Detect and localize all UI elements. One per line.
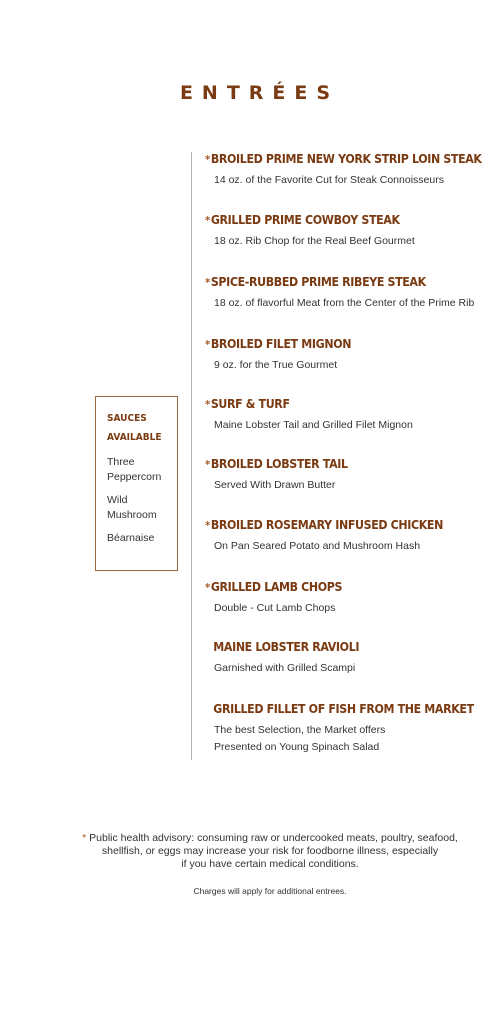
menu-item (205, 702, 485, 753)
menu-item (205, 213, 485, 247)
menu-item (205, 275, 485, 309)
sauce-item: Béarnaise (107, 532, 155, 544)
sauces-box (95, 396, 178, 571)
item-name: *SURF & TURF (205, 397, 290, 411)
item-description: Garnished with Grilled Scampi (214, 662, 356, 674)
menu-item (205, 640, 485, 674)
menu-item (205, 580, 485, 614)
charges-note: Charges will apply for additional entrees. (193, 886, 347, 896)
star-icon: * (205, 214, 210, 227)
health-advisory: * Public health advisory: consuming raw or undercooked meats, poultry, seafood, shellfish, or eggs may increase your risk for foodborne illness, especially if you have certain medical conditions. (82, 832, 458, 870)
item-name: *BROILED ROSEMARY INFUSED CHICKEN (205, 518, 443, 532)
menu-item (205, 152, 485, 186)
item-name: *BROILED FILET MIGNON (205, 337, 352, 351)
item-name: *GRILLED LAMB CHOPS (205, 580, 343, 594)
menu-item (205, 518, 485, 552)
item-description: Served With Drawn Butter (214, 479, 336, 491)
item-name: *BROILED LOBSTER TAIL (205, 457, 348, 471)
item-name: *BROILED PRIME NEW YORK STRIP LOIN STEAK (205, 152, 482, 166)
star-icon: * (205, 458, 210, 471)
star-icon: * (205, 153, 210, 166)
item-description: Presented on Young Spinach Salad (214, 741, 380, 753)
star-icon: * (205, 276, 210, 289)
item-name: *GRILLED PRIME COWBOY STEAK (205, 213, 400, 227)
star-icon: * (82, 832, 87, 844)
item-description: Double - Cut Lamb Chops (214, 602, 336, 614)
sauces-title: SAUCES AVAILABLE (107, 413, 162, 443)
menu-item (205, 457, 485, 491)
item-description: On Pan Seared Potato and Mushroom Hash (214, 540, 421, 552)
star-icon: * (205, 398, 210, 411)
item-description: 18 oz. Rib Chop for the Real Beef Gourmet (214, 235, 415, 247)
item-description: 18 oz. of flavorful Meat from the Center of the Prime Rib (214, 297, 475, 309)
item-description: The best Selection, the Market offers (214, 724, 386, 736)
menu-item (205, 337, 485, 371)
page-title: ENTRÉES (179, 82, 340, 104)
item-name: *SPICE-RUBBED PRIME RIBEYE STEAK (205, 275, 426, 289)
sauce-item: Three Peppercorn (107, 456, 162, 483)
sauce-item: Wild Mushroom (107, 494, 157, 521)
star-icon: * (205, 338, 210, 351)
item-description: 14 oz. of the Favorite Cut for Steak Connoisseurs (214, 174, 444, 186)
star-icon: * (205, 581, 210, 594)
item-description: Maine Lobster Tail and Grilled Filet Mignon (214, 419, 413, 431)
menu-item (205, 397, 485, 431)
star-icon: * (205, 519, 210, 532)
item-name: MAINE LOBSTER RAVIOLI (213, 640, 360, 654)
item-description: 9 oz. for the True Gourmet (214, 359, 338, 371)
item-name: GRILLED FILLET OF FISH FROM THE MARKET (213, 702, 474, 716)
